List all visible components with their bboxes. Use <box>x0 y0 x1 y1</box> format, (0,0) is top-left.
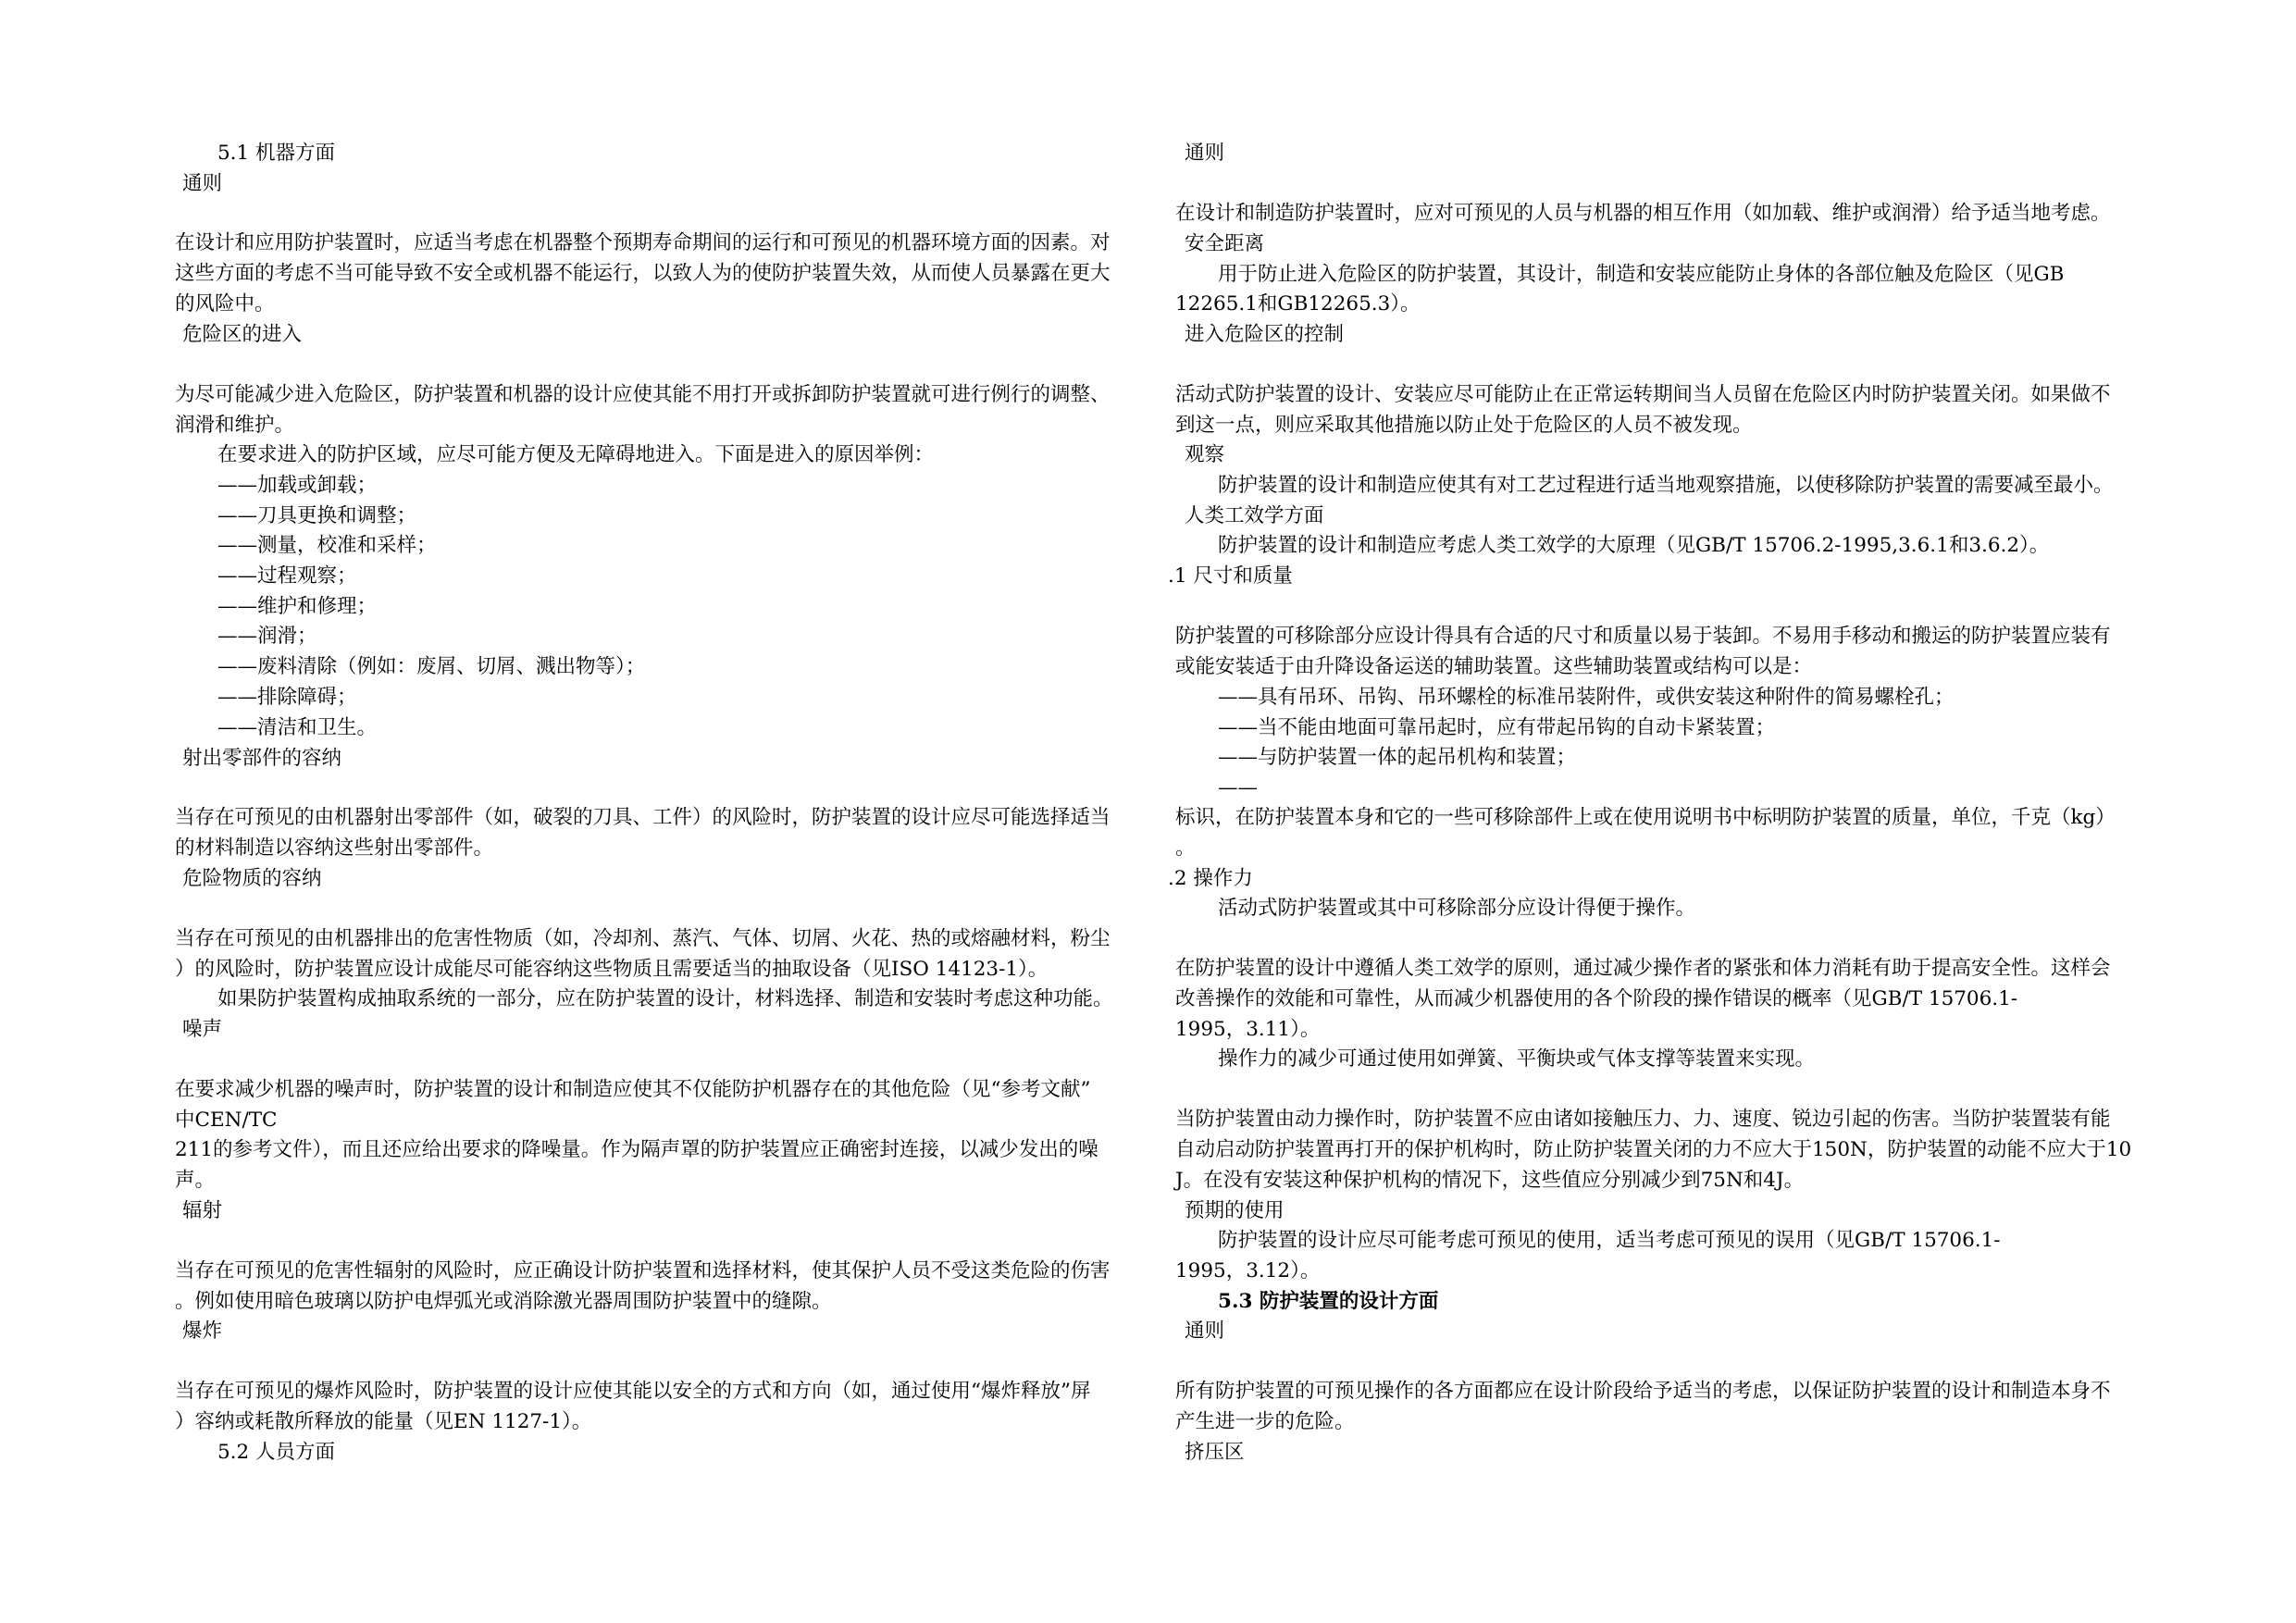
paragraph-line: 中CEN/TC <box>175 1109 278 1132</box>
subsection-heading: 观察 <box>1185 443 1225 466</box>
paragraph-line: 防护装置的可移除部分应设计得具有合适的尺寸和质量以易于装卸。不易用手移动和搬运的防护装置应装有 <box>1175 625 2111 648</box>
list-item: ——废料清除（例如：废屑、切屑、溅出物等）； <box>217 655 646 678</box>
list-item: ——加载或卸载； <box>217 474 378 497</box>
paragraph-line: 防护装置的设计应尽可能考虑可预见的使用，适当考虑可预见的误用（见GB/T 15706.1- <box>1218 1229 2001 1252</box>
subsection-heading: 通则 <box>182 172 223 195</box>
subsection-heading: .2 操作力 <box>1168 867 1253 890</box>
section-heading: 5.1 机器方面 <box>217 142 336 165</box>
paragraph-line: 当存在可预见的爆炸风险时，防护装置的设计应使其能以安全的方式和方向（如，通过使用“爆炸释放”屏 <box>175 1380 1091 1403</box>
list-item: ——具有吊环、吊钩、吊环螺栓的标准吊装附件，或供安装这种附件的简易螺栓孔； <box>1218 686 1955 709</box>
paragraph-line: 改善操作的效能和可靠性，从而减少机器使用的各个阶段的操作错误的概率（见GB/T 15706.1- <box>1175 987 2018 1010</box>
subsection-heading: 人类工效学方面 <box>1185 504 1324 527</box>
paragraph-line: 在要求进入的防护区域，应尽可能方便及无障碍地进入。下面是进入的原因举例： <box>217 443 935 466</box>
paragraph-line: 的风险中。 <box>175 292 275 316</box>
subsection-heading: 挤压区 <box>1185 1441 1245 1464</box>
list-item: ——清洁和卫生。 <box>217 716 378 739</box>
paragraph-line: 自动启动防护装置再打开的保护机构时，防止防护装置关闭的力不应大于150N，防护装置的动能不应大于10 <box>1175 1138 2132 1161</box>
subsection-heading: .1 尺寸和质量 <box>1168 564 1293 588</box>
paragraph-line: 标识，在防护装置本身和它的一些可移除部件上或在使用说明书中标明防护装置的质量，单位，千克（kg） <box>1175 806 2116 829</box>
list-item: ——维护和修理； <box>217 595 378 618</box>
subsection-heading: 射出零部件的容纳 <box>182 747 342 770</box>
subsection-heading: 危险物质的容纳 <box>182 867 322 890</box>
paragraph-line: 或能安装适于由升降设备运送的辅助装置。这些辅助装置或结构可以是： <box>1175 655 1813 678</box>
paragraph-line: 活动式防护装置或其中可移除部分应设计得便于操作。 <box>1218 897 1696 920</box>
paragraph-line: 到这一点，则应采取其他措施以防止处于危险区的人员不被发现。 <box>1175 414 1753 437</box>
paragraph-line: 12265.1和GB12265.3）。 <box>1175 292 1421 316</box>
paragraph-line: 防护装置的设计和制造应考虑人类工效学的大原理（见GB/T 15706.2-1995,3.6.1和3.6.2）。 <box>1218 534 2050 557</box>
list-item: ——与防护装置一体的起吊机构和装置； <box>1218 746 1577 769</box>
paragraph-line: 防护装置的设计和制造应使其有对工艺过程进行适当地观察措施，以使移除防护装置的需要减至最小。 <box>1218 474 2114 497</box>
paragraph-line: J。在没有安装这种保护机构的情况下，这些值应分别减少到75N和4J。 <box>1175 1169 1805 1192</box>
paragraph-line: 活动式防护装置的设计、安装应尽可能防止在正常运转期间当人员留在危险区内时防护装置关闭。如果做不 <box>1175 383 2111 406</box>
list-item: ——润滑； <box>217 625 317 648</box>
paragraph-line: 当存在可预见的由机器射出零部件（如，破裂的刀具、工件）的风险时，防护装置的设计应尽可能选择适当 <box>175 806 1111 829</box>
paragraph-line: 当存在可预见的危害性辐射的风险时，应正确设计防护装置和选择材料，使其保护人员不受这类危险的伤害 <box>175 1259 1111 1282</box>
subsection-heading: 安全距离 <box>1185 232 1265 255</box>
paragraph-line: 用于防止进入危险区的防护装置，其设计，制造和安装应能防止身体的各部位触及危险区（见GB <box>1218 263 2065 286</box>
paragraph-line: 在防护装置的设计中遵循人类工效学的原则，通过减少操作者的紧张和体力消耗有助于提高安全性。这样会 <box>1175 957 2111 980</box>
paragraph-line: 当防护装置由动力操作时，防护装置不应由诸如接触压力、力、速度、锐边引起的伤害。当防护装置装有能 <box>1175 1108 2111 1131</box>
subsection-heading: 进入危险区的控制 <box>1185 323 1345 346</box>
paragraph-line: 润滑和维护。 <box>175 414 295 437</box>
subsection-heading: 预期的使用 <box>1185 1199 1285 1222</box>
subsection-heading: 通则 <box>1185 1319 1225 1343</box>
list-item: ——测量，校准和采样； <box>217 534 437 557</box>
paragraph-line: 。例如使用暗色玻璃以防护电焊弧光或消除激光器周围防护装置中的缝隙。 <box>175 1290 832 1313</box>
paragraph-line: 为尽可能减少进入危险区，防护装置和机器的设计应使其能不用打开或拆卸防护装置就可进行例行的调整、 <box>175 383 1111 406</box>
paragraph-line: ）的风险时，防护装置应设计成能尽可能容纳这些物质且需要适当的抽取设备（见ISO 14123-1）。 <box>175 958 1049 981</box>
paragraph-line: 在设计和制造防护装置时，应对可预见的人员与机器的相互作用（如加载、维护或润滑）给予适当地考虑。 <box>1175 202 2111 225</box>
list-item: ——当不能由地面可靠吊起时，应有带起吊钩的自动卡紧装置； <box>1218 716 1776 739</box>
paragraph-line: 如果防护装置构成抽取系统的一部分，应在防护装置的设计，材料选择、制造和安装时考虑这种功能。 <box>217 987 1113 1010</box>
paragraph-line: 的材料制造以容纳这些射出零部件。 <box>175 836 494 860</box>
subsection-heading: 辐射 <box>182 1199 223 1222</box>
subsection-heading: 爆炸 <box>182 1319 223 1343</box>
paragraph-line: 1995，3.11）。 <box>1175 1018 1321 1041</box>
list-item: ——排除障碍； <box>217 686 357 709</box>
paragraph-line: 操作力的减少可通过使用如弹簧、平衡块或气体支撑等装置来实现。 <box>1218 1047 1816 1071</box>
list-item: ——过程观察； <box>217 564 357 588</box>
paragraph-line: 所有防护装置的可预见操作的各方面都应在设计阶段给予适当的考虑，以保证防护装置的设计和制造本身不 <box>1175 1380 2111 1403</box>
paragraph-line: 在设计和应用防护装置时，应适当考虑在机器整个预期寿命期间的运行和可预见的机器环境方面的因素。对 <box>175 231 1111 254</box>
section-heading: 5.3 防护装置的设计方面 <box>1218 1290 1439 1313</box>
list-item: ——刀具更换和调整； <box>217 504 417 527</box>
paragraph-line: ）容纳或耗散所释放的能量（见EN 1127-1）。 <box>175 1410 592 1433</box>
subsection-heading: 危险区的进入 <box>182 323 303 346</box>
paragraph-line: 1995，3.12）。 <box>1175 1259 1321 1282</box>
paragraph-line: 。 <box>1175 836 1196 860</box>
paragraph-line: 这些方面的考虑不当可能导致不安全或机器不能运行，以致人为的使防护装置失效，从而使人员暴露在更大 <box>175 262 1111 285</box>
list-item: —— <box>1218 776 1258 799</box>
paragraph-line: 211的参考文件），而且还应给出要求的降噪量。作为隔声罩的防护装置应正确密封连接，以减少发出的噪 <box>175 1138 1098 1161</box>
paragraph-line: 声。 <box>175 1169 216 1192</box>
subsection-heading: 噪声 <box>182 1018 223 1041</box>
paragraph-line: 当存在可预见的由机器排出的危害性物质（如，冷却剂、蒸汽、气体、切屑、火花、热的或熔融材料，粉尘 <box>175 927 1111 950</box>
section-heading: 5.2 人员方面 <box>217 1441 336 1464</box>
subsection-heading: 通则 <box>1185 142 1225 165</box>
paragraph-line: 产生进一步的危险。 <box>1175 1410 1355 1433</box>
paragraph-line: 在要求减少机器的噪声时，防护装置的设计和制造应使其不仅能防护机器存在的其他危险（见“参考文献” <box>175 1078 1091 1101</box>
